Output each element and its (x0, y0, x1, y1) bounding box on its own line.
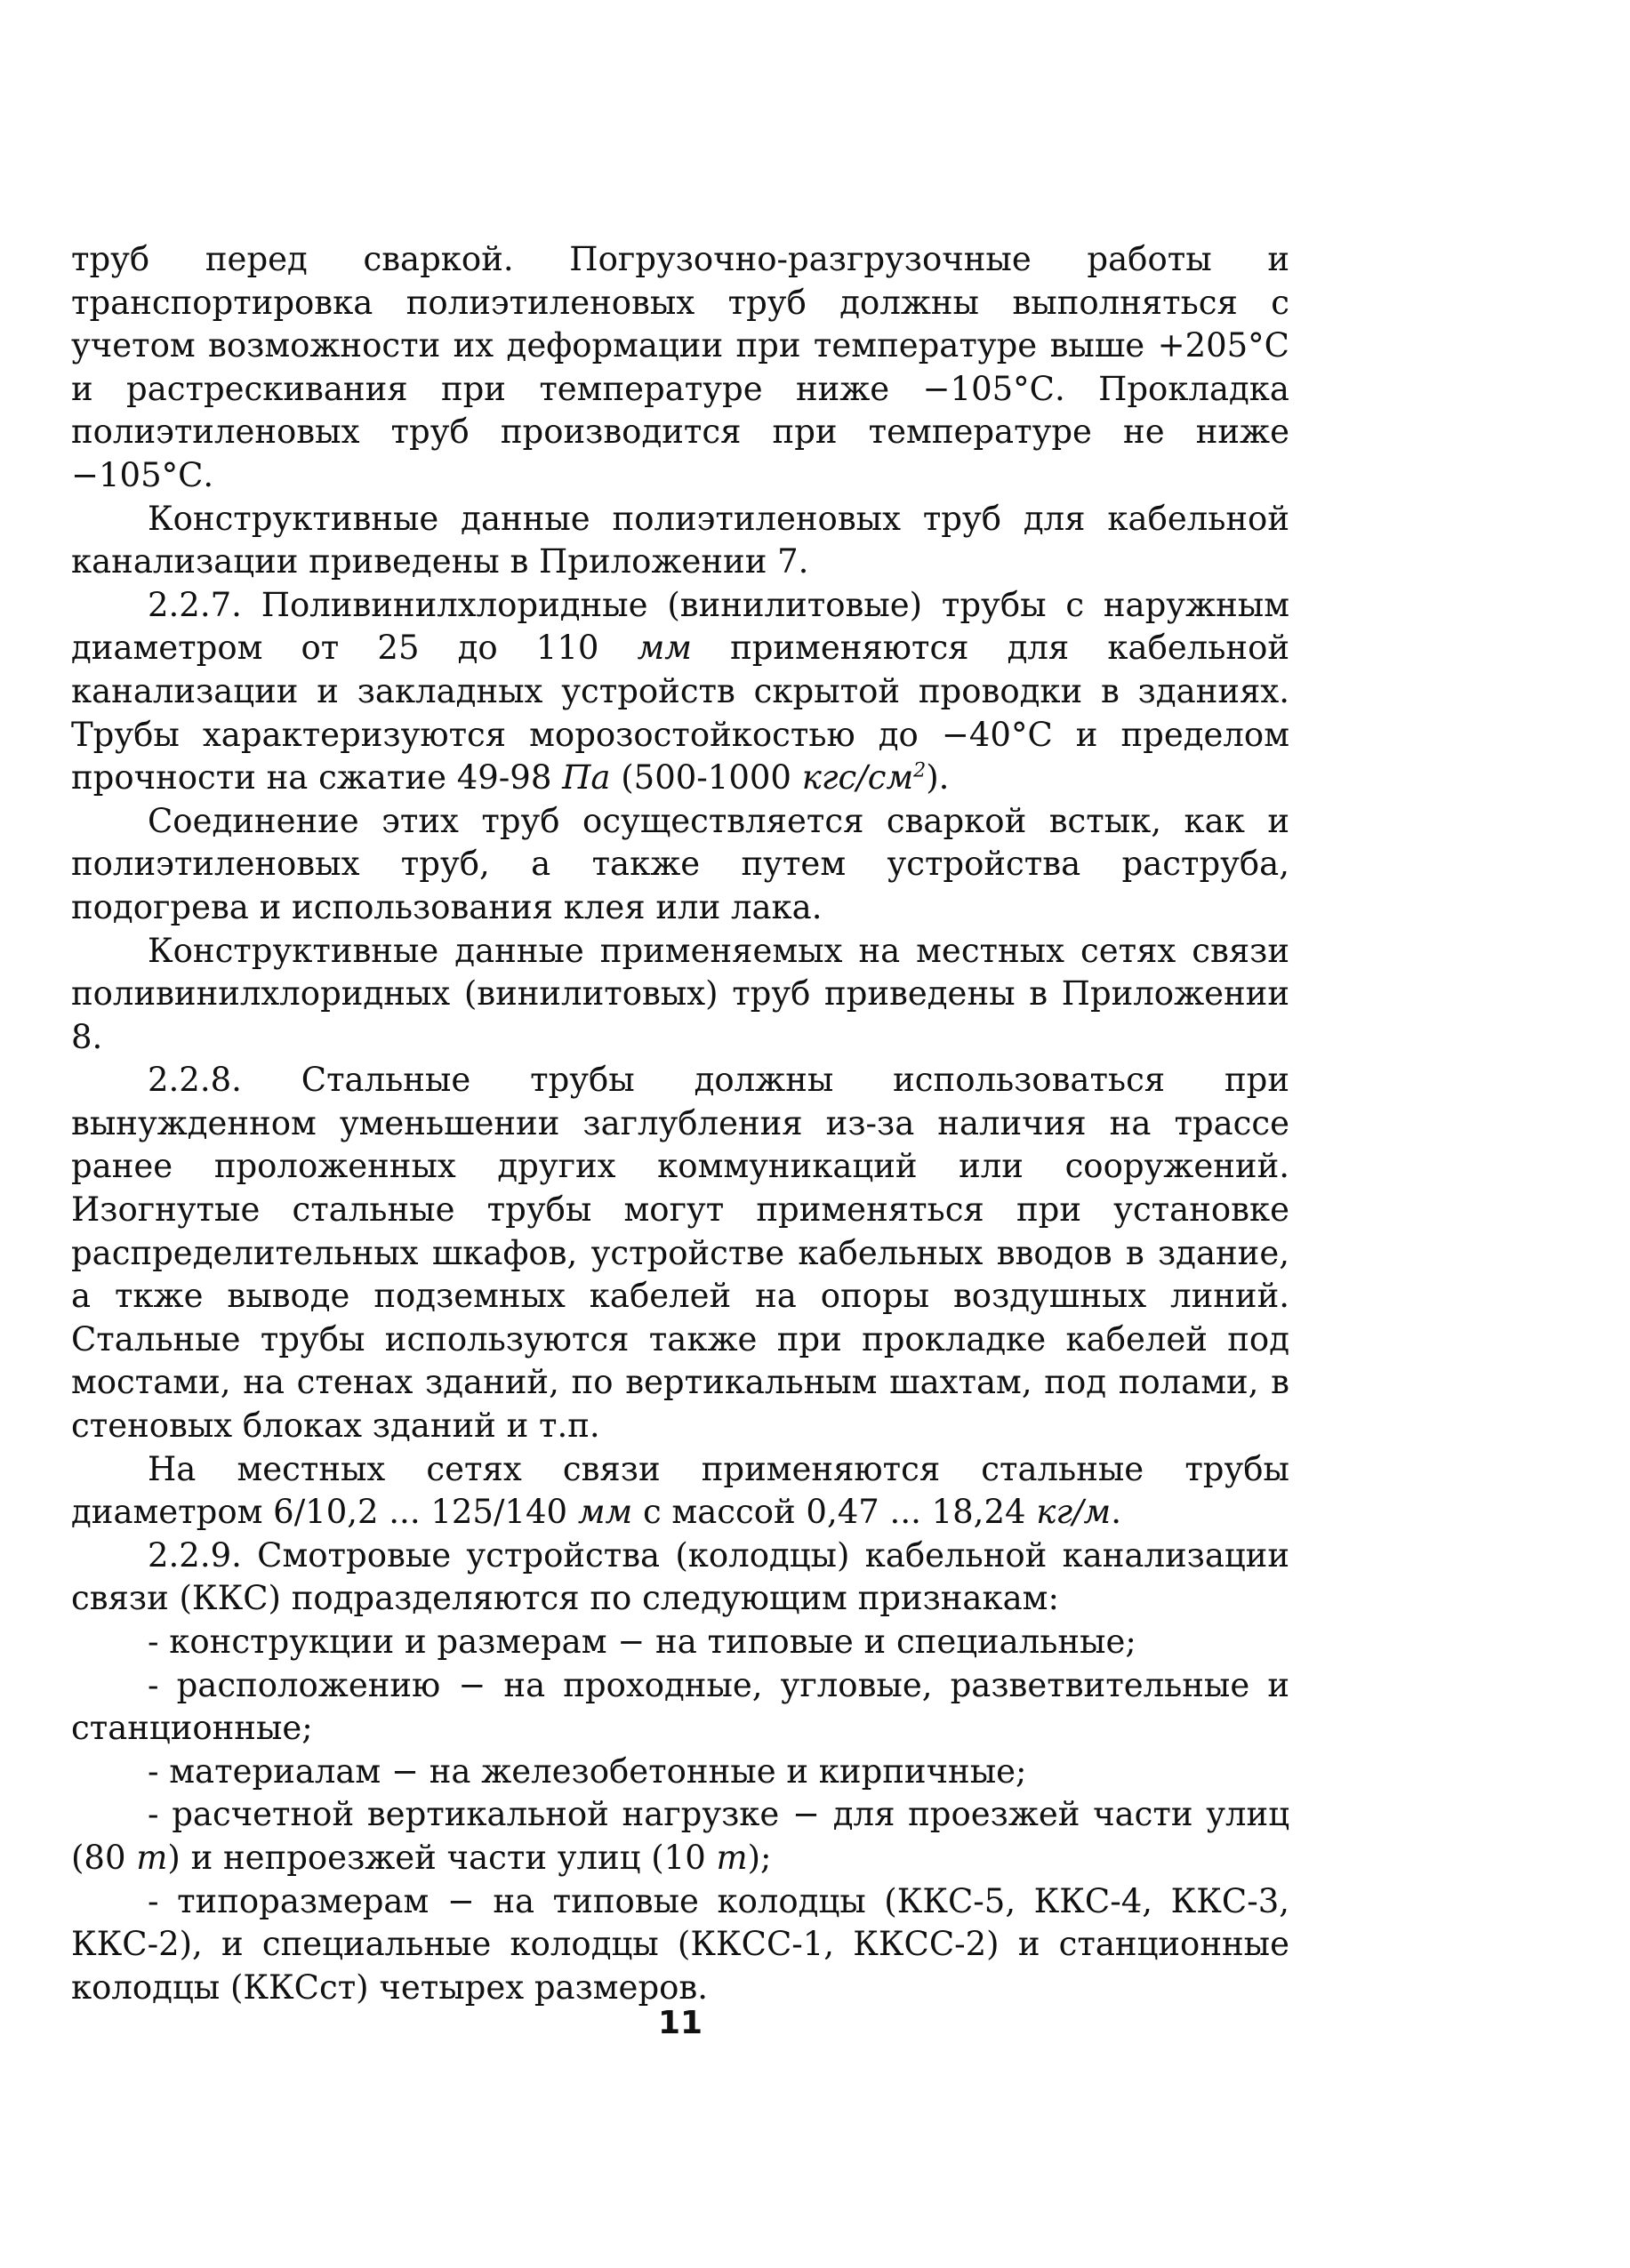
pvc-unit-mm: мм (637, 629, 692, 668)
list-item-sizes: - типоразмерам − на типовые колодцы (ККС-5, ККС-4, ККС-3, ККС-2), и специальные колодцы (ККСС-1, ККСС-2) и станционные колодцы (ККСст) четырех размеров. (71, 1881, 1289, 2007)
page-number: 11 (657, 2005, 703, 2041)
steel-unit-kgm: кг/м (1036, 1493, 1112, 1532)
paragraph-pvc-pipes (71, 584, 1289, 800)
paragraph-pvc-appendix: Конструктивные данные применяемых на местных сетях связи поливинилхлоридных (винилитовых) труб приведены в Приложении 8. (71, 931, 1289, 1056)
list-item-construction: - конструкции и размерам − на типовые и специальные; (148, 1623, 1136, 1661)
pvc-unit-sup: 2 (913, 758, 927, 782)
pvc-text-a: 2.2.7. Поливинилхлоридные (винилитовые) трубы с наружным диаметром от 25 до 110 (71, 585, 1289, 668)
steel-text-c: . (1111, 1493, 1121, 1532)
list-item-load (71, 1793, 1289, 1879)
load-unit-t2: т (716, 1838, 748, 1877)
steel-unit-mm: мм (577, 1493, 633, 1532)
load-text-c: ); (747, 1838, 772, 1877)
body-text (71, 238, 1289, 2009)
paragraph-pe-pipes-handling: труб перед сваркой. Погрузочно-разгрузочные работы и транспортировка полиэтиленовых труб должны выполняться с учетом возможности их деформации при температуре выше +205°С и растрескивания при температуре ниже −105°С. Прокладка полиэтиленовых труб производится при температуре не ниже −105°С. (71, 240, 1289, 494)
pvc-text-c: (500-1000 (610, 758, 802, 797)
paragraph-steel-pipes: 2.2.8. Стальные трубы должны использоваться при вынужденном уменьшении заглубления из-за наличия на трассе ранее проложенных других коммуникаций или сооружений. Изогнутые стальные трубы могут применяться при установке распределительных шкафов, устройстве кабельных вводов в здание, а ткже выводе подземных кабелей на опоры воздушных линий. Стальные трубы используются также при прокладке кабелей под мостами, на стенах зданий, по вертикальным шахтам, под полами, в стеновых блоках зданий и т.п. (71, 1061, 1289, 1446)
pvc-unit-pa: Па (562, 758, 611, 797)
steel-text-b: с массой 0,47 ... 18,24 (632, 1493, 1037, 1532)
load-text-a: - расчетной вертикальной нагрузке − для проезжей части улиц (80 (71, 1795, 1289, 1877)
paragraph-pe-pipes-appendix: Конструктивные данные полиэтиленовых труб для кабельной канализации приведены в Приложении 7. (71, 499, 1289, 581)
load-unit-t1: т (136, 1838, 168, 1877)
paragraph-steel-diameters (71, 1448, 1289, 1535)
paragraph-pipe-joining: Соединение этих труб осуществляется сваркой встык, как и полиэтиленовых труб, а также путем устройства раструба, подогрева и использования клея или лака. (71, 801, 1289, 926)
pvc-text-d: ). (926, 758, 950, 797)
steel-text-a: На местных сетях связи применяются стальные трубы диаметром 6/10,2 ... 125/140 (71, 1449, 1289, 1532)
pvc-text-b: применяются для кабельной канализации и закладных устройств скрытой проводки в зданиях. Трубы характеризуются морозостойкостью до −40°С и пределом прочности на сжатие 49-98 (71, 629, 1290, 797)
pvc-unit-kgs: кгс/см (801, 758, 914, 797)
paragraph-manholes-intro: 2.2.9. Смотровые устройства (колодцы) кабельной канализации связи (ККС) подразделяются по следующим признакам: (71, 1535, 1289, 1618)
list-item-materials: - материалам − на железобетонные и кирпичные; (148, 1751, 1027, 1791)
list-item-location: - расположению − на проходные, угловые, разветвительные и станционные; (71, 1665, 1289, 1748)
load-text-b: ) и непроезжей части улиц (10 (167, 1838, 717, 1877)
